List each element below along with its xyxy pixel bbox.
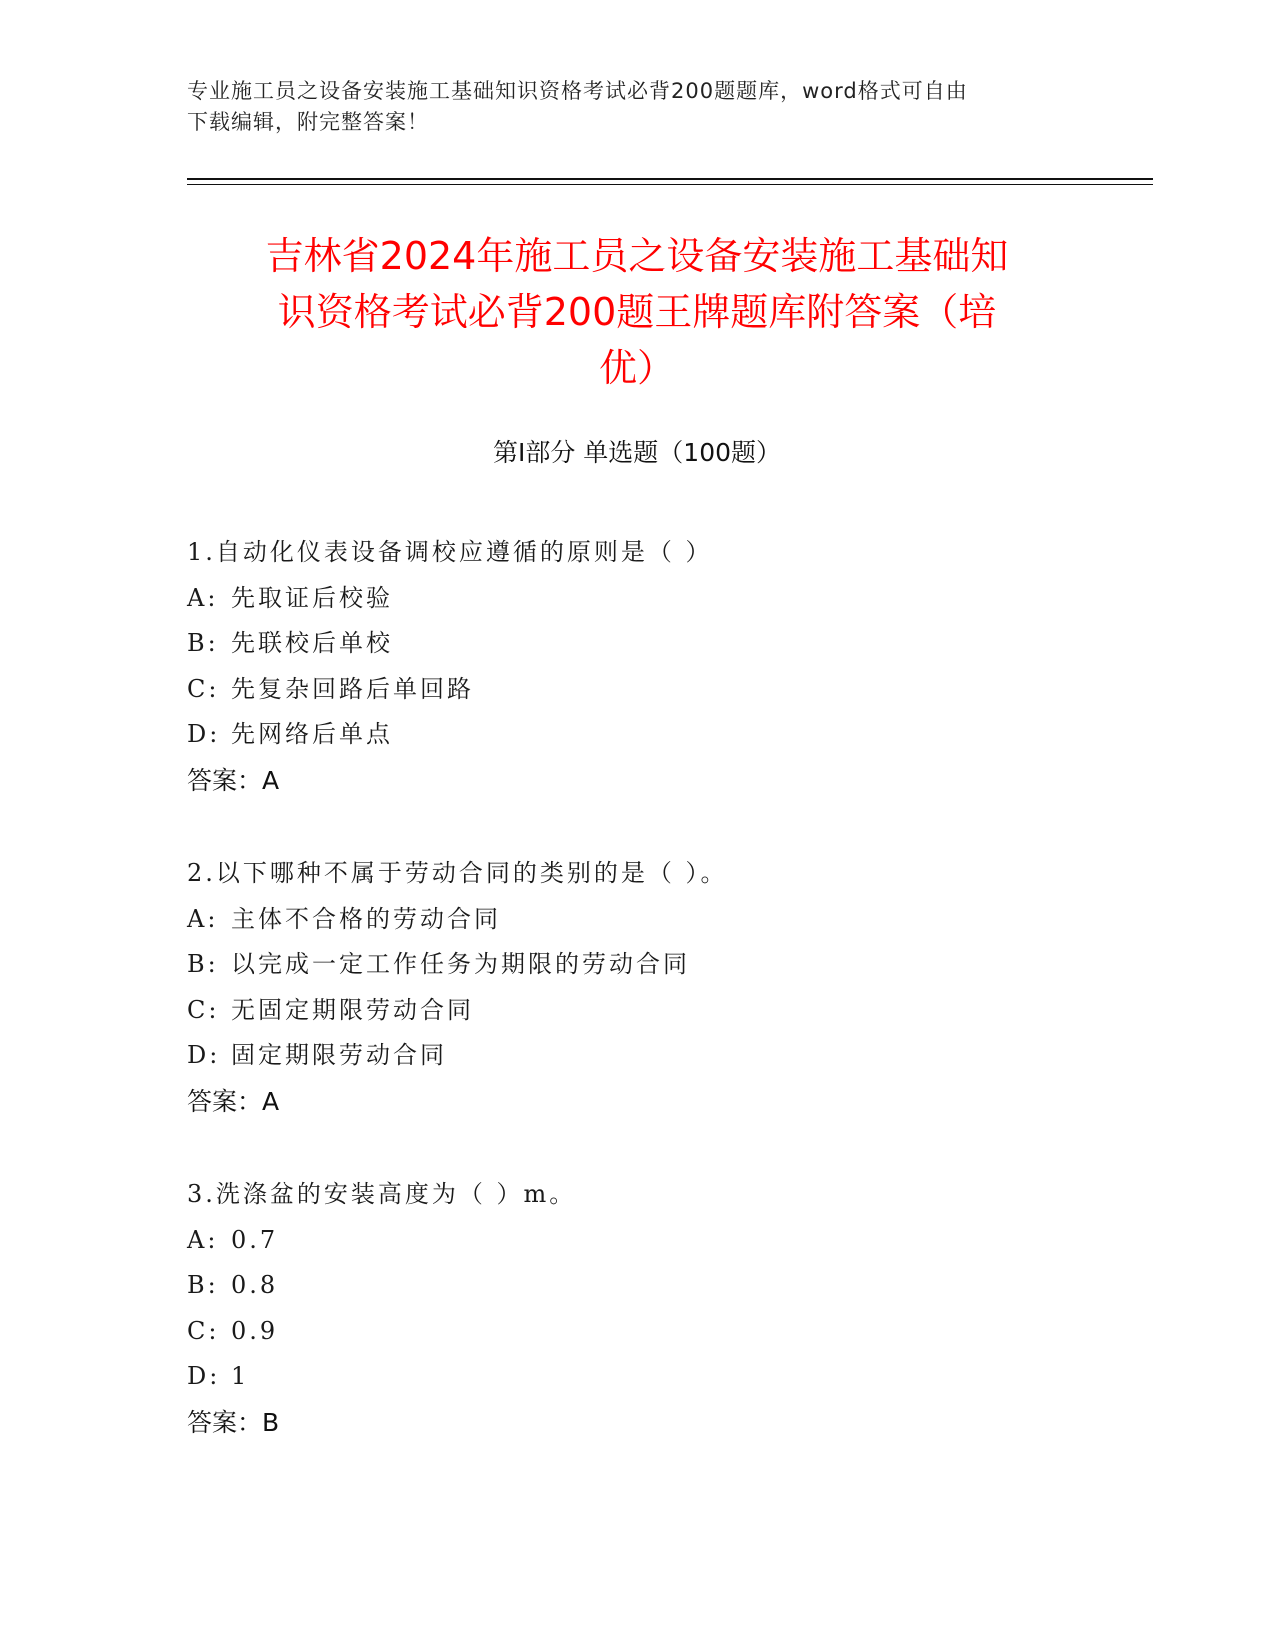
- option-d: [187, 1033, 1147, 1079]
- question-stem: 2.以下哪种不属于劳动合同的类别的是（ ）。: [187, 859, 728, 887]
- option-key: B:: [187, 629, 219, 657]
- header-note-line-2: 下载编辑，附完整答案！: [187, 110, 429, 134]
- option-b: [187, 942, 1147, 988]
- option-text: 主体不合格的劳动合同: [231, 904, 501, 933]
- header-rule-thick: [187, 178, 1153, 180]
- question-3: [187, 1172, 1147, 1445]
- option-key: C:: [187, 1316, 220, 1345]
- document-title-line-3: 优）: [598, 346, 675, 390]
- document-title-line-1: 吉林省2024年施工员之设备安装施工基础知: [265, 234, 1009, 278]
- option-c: [187, 988, 1147, 1034]
- option-text: 1: [231, 1362, 250, 1390]
- option-key: D:: [187, 1041, 221, 1069]
- option-key: A:: [187, 583, 219, 612]
- option-key: D:: [187, 1362, 221, 1390]
- option-c: [187, 1309, 1147, 1355]
- option-c: [187, 667, 1147, 713]
- option-text: 以完成一定工作任务为期限的劳动合同: [231, 950, 690, 978]
- option-a: [187, 1218, 1147, 1264]
- option-b: [187, 621, 1147, 667]
- option-key: A:: [187, 1225, 219, 1254]
- answer-line: 答案：B: [187, 1407, 280, 1437]
- option-d: [187, 1354, 1147, 1400]
- option-key: C:: [187, 995, 220, 1024]
- option-text: 0.9: [231, 1316, 279, 1345]
- option-key: C:: [187, 674, 220, 703]
- option-text: 0.7: [231, 1225, 279, 1254]
- question-list: [187, 530, 1147, 1493]
- option-text: 先联校后单校: [231, 629, 393, 657]
- answer-line: 答案：A: [187, 1086, 280, 1116]
- option-d: [187, 712, 1147, 758]
- header-rule-thin: [187, 184, 1153, 185]
- question-stem: 1.自动化仪表设备调校应遵循的原则是（ ）: [187, 538, 713, 566]
- option-key: A:: [187, 904, 219, 933]
- option-b: [187, 1263, 1147, 1309]
- document-title-line-2: 识资格考试必背200题王牌题库附答案（培: [277, 290, 997, 334]
- question-1: [187, 530, 1147, 803]
- option-text: 先取证后校验: [231, 583, 393, 612]
- header-note: [187, 76, 1087, 138]
- question-stem: 3.洗涤盆的安装高度为（ ）m。: [187, 1180, 577, 1208]
- option-text: 0.8: [231, 1271, 279, 1299]
- answer-line: 答案：A: [187, 765, 280, 795]
- question-2: [187, 851, 1147, 1124]
- document-title: [187, 228, 1087, 396]
- section-heading: 第Ⅰ部分 单选题（100题）: [492, 438, 782, 467]
- option-text: 先复杂回路后单回路: [231, 674, 474, 703]
- option-text: 无固定期限劳动合同: [231, 995, 474, 1024]
- option-text: 先网络后单点: [231, 720, 393, 748]
- header-note-line-1: 专业施工员之设备安装施工基础知识资格考试必背200题题库，word格式可自由: [187, 79, 968, 103]
- option-key: B:: [187, 950, 219, 978]
- option-a: [187, 897, 1147, 943]
- option-text: 固定期限劳动合同: [231, 1041, 447, 1069]
- option-key: B:: [187, 1271, 219, 1299]
- option-a: [187, 576, 1147, 622]
- option-key: D:: [187, 720, 221, 748]
